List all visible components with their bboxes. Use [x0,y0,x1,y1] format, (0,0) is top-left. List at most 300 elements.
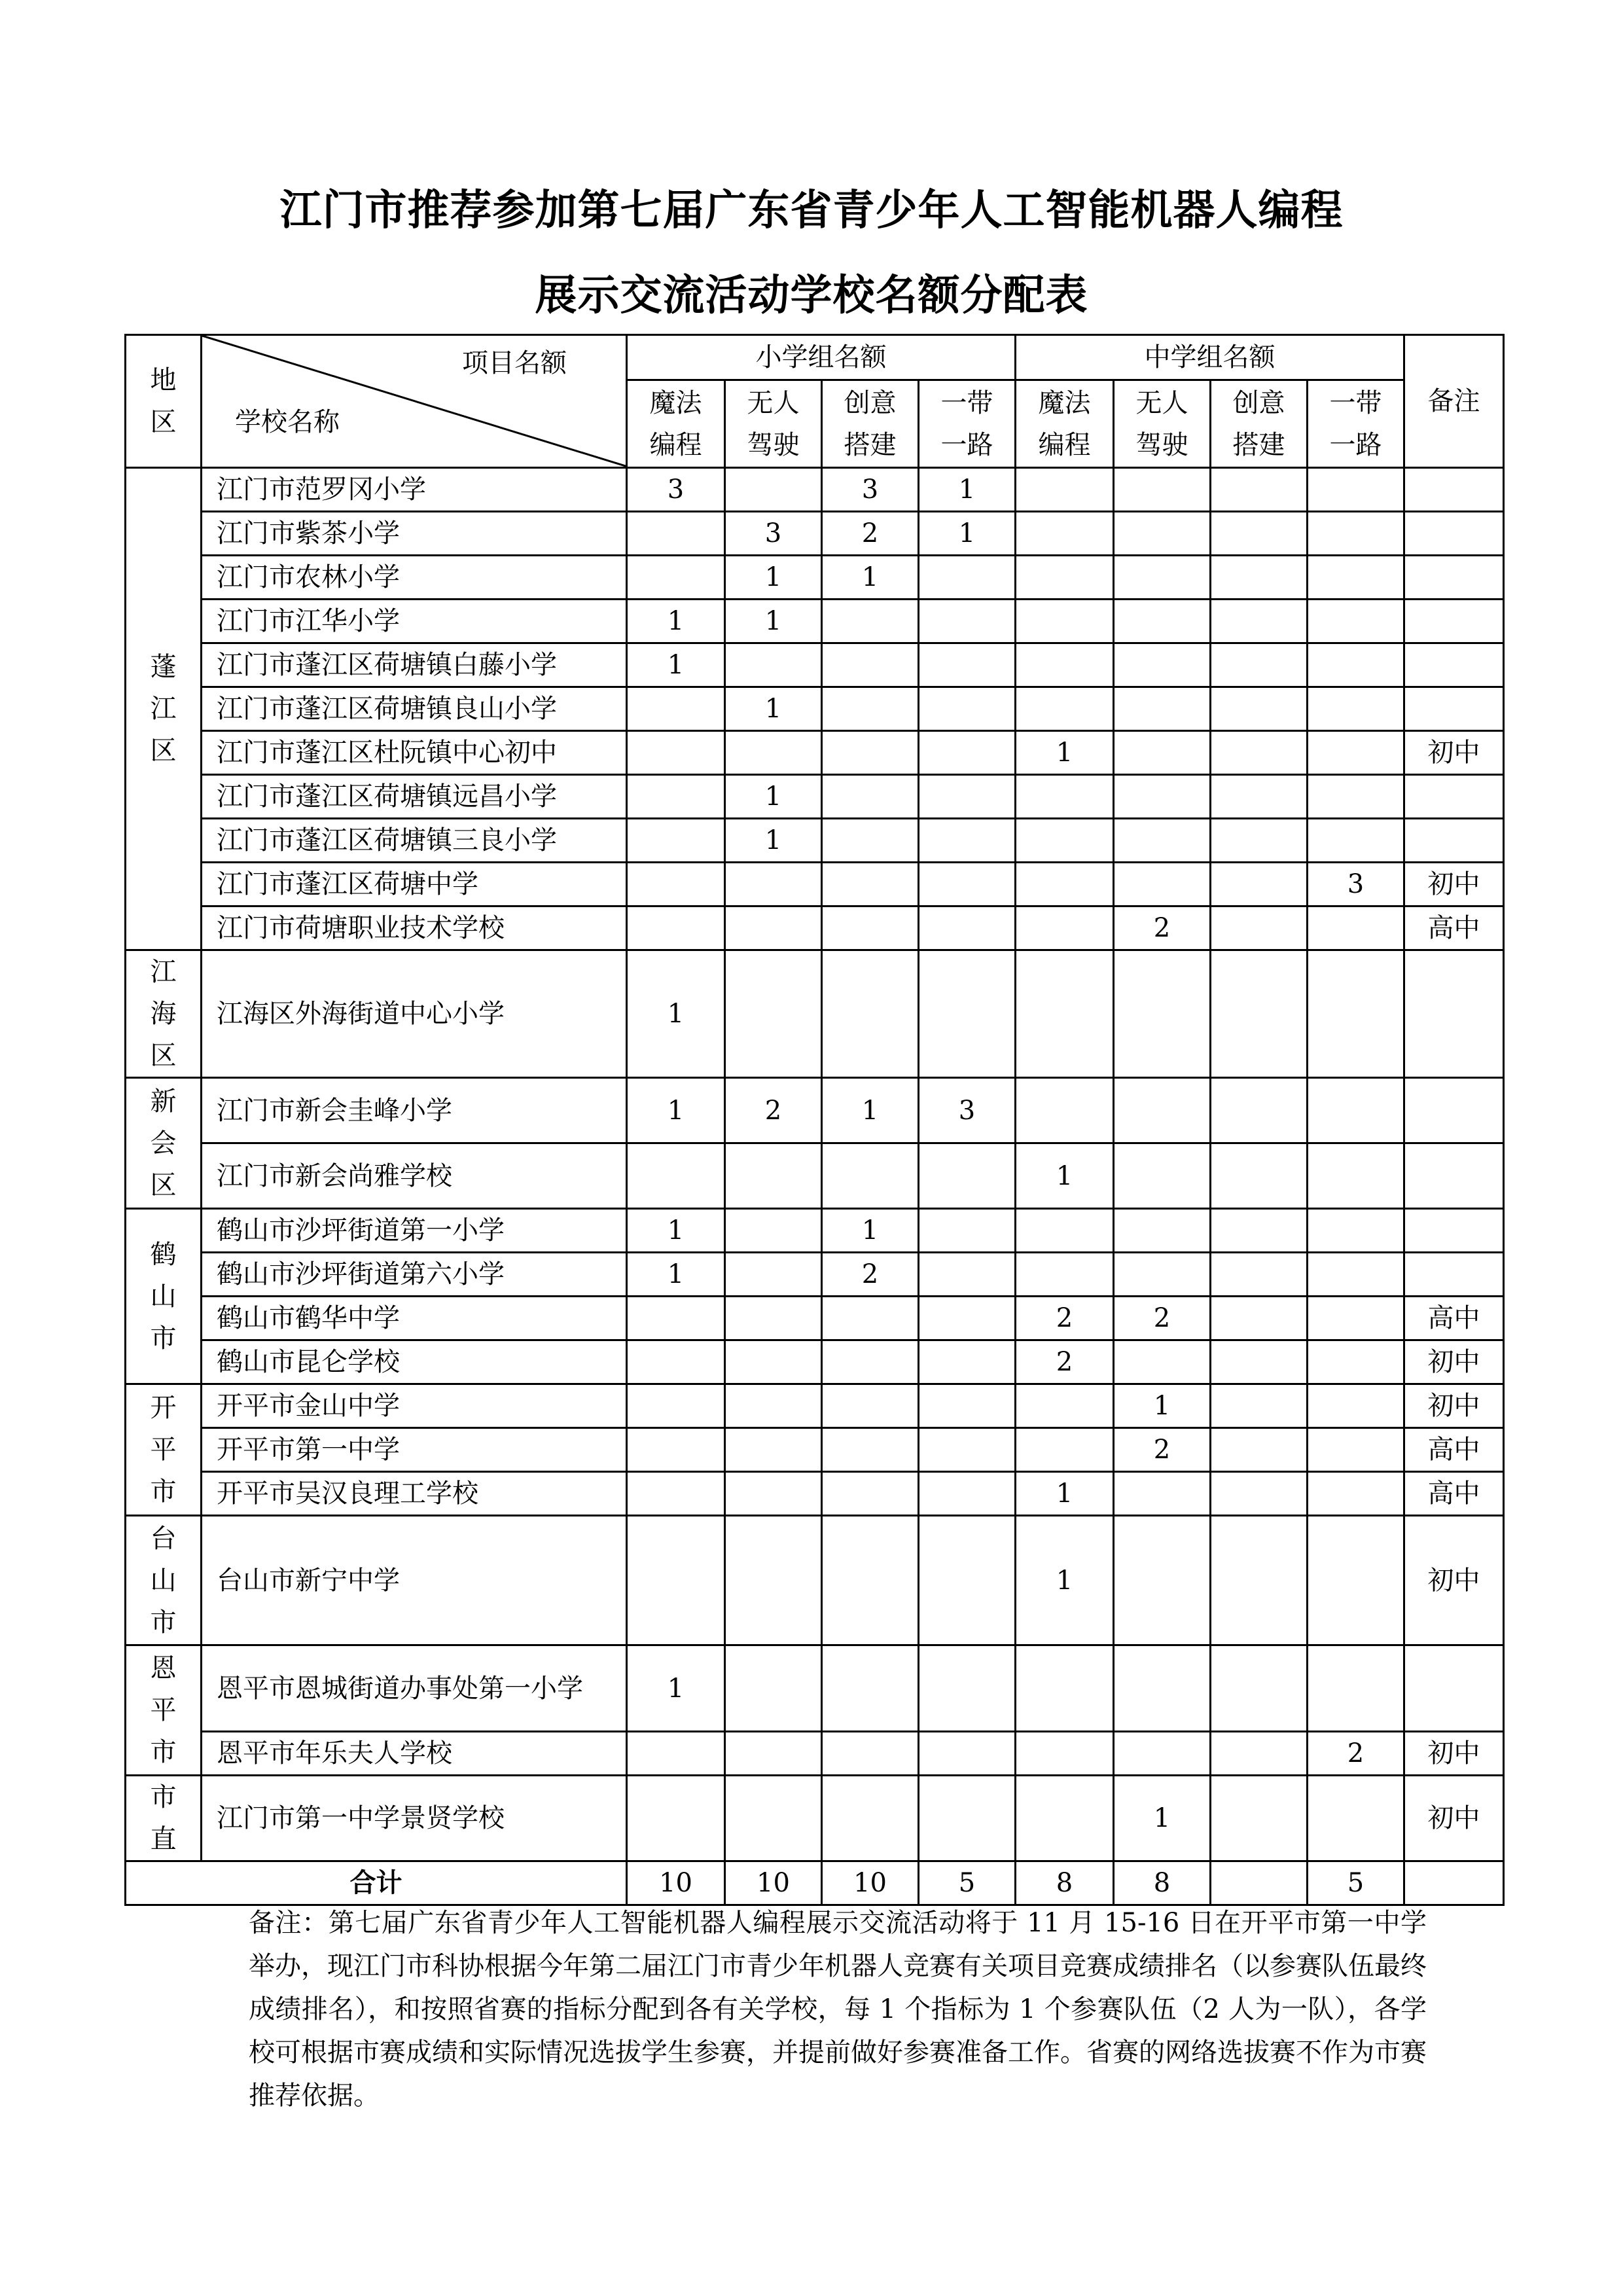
quota-cell [1308,1209,1404,1253]
quota-cell [627,906,725,950]
table-row [126,950,1504,1078]
quota-cell [1308,819,1404,863]
quota-cell [1016,906,1114,950]
quota-cell: 1 [627,1645,725,1732]
quota-cell: 1 [725,600,822,643]
quota-cell [725,1472,822,1516]
quota-cell [1114,556,1211,600]
table-row [126,819,1504,863]
column-header-1: 无人 驾驶 [725,380,822,468]
column-header-2: 创意 搭建 [822,380,919,468]
remark-cell: 初中 [1404,863,1504,906]
quota-cell [1211,1645,1308,1732]
quota-cell [822,775,919,819]
quota-cell [1211,512,1308,556]
quota-cell [725,1253,822,1297]
quota-cell [1016,950,1114,1078]
table-row [126,1253,1504,1297]
quota-cell [1308,643,1404,687]
remark-cell: 初中 [1404,1340,1504,1384]
school-name-cell: 鹤山市昆仑学校 [202,1340,627,1384]
quota-cell [1016,600,1114,643]
region-cell: 开 平 市 [126,1384,202,1516]
quota-cell [1114,468,1211,512]
table-row [126,863,1504,906]
remark-cell [1404,819,1504,863]
table-row [126,1732,1504,1776]
quota-cell [1308,1297,1404,1340]
quota-cell [919,731,1016,775]
quota-cell: 1 [725,687,822,731]
quota-cell: 1 [822,1078,919,1143]
region-cell: 台 山 市 [126,1516,202,1645]
table-row [126,1143,1504,1209]
quota-cell [919,1143,1016,1209]
quota-cell [822,1340,919,1384]
quota-cell [627,1776,725,1861]
quota-cell [1211,1209,1308,1253]
quota-cell [822,1645,919,1732]
remark-cell: 高中 [1404,1297,1504,1340]
quota-cell [919,1732,1016,1776]
quota-cell [1308,1776,1404,1861]
quota-cell [1308,1428,1404,1472]
total-cell: 10 [822,1861,919,1905]
quota-cell [919,1209,1016,1253]
total-cell: 10 [725,1861,822,1905]
footnote: 备注：第七届广东省青少年人工智能机器人编程展示交流活动将于 11 月 15-16 日在开平市第一中学举办，现江门市科协根据今年第二届江门市青少年机器人竞赛有关项目竞赛成绩排名（以参赛队伍最终成绩排名），和按照省赛的指标分配到各有关学校，每 1 个指标为 1 个参赛队伍（2 人为一队），各学校可根据市赛成绩和实际情况选拔学生参赛，并提前做好参赛准备工作。省赛的网络选拔赛不作为市赛推荐依据。 [249,1908,1427,2111]
quota-cell [822,687,919,731]
quota-cell [1308,731,1404,775]
remark-cell [1404,512,1504,556]
quota-cell: 3 [627,468,725,512]
quota-cell: 2 [1114,1297,1211,1340]
quota-cell [822,950,919,1078]
quota-cell [919,600,1016,643]
quota-cell [919,1645,1016,1732]
quota-cell [1016,1428,1114,1472]
quota-cell: 1 [1016,1472,1114,1516]
total-cell: 10 [627,1861,725,1905]
quota-cell [725,950,822,1078]
table-row [126,1297,1504,1340]
quota-cell [919,687,1016,731]
quota-cell [1114,1516,1211,1645]
quota-cell [1308,512,1404,556]
middle-group-header: 中学组名额 [1016,335,1404,380]
quota-cell [919,643,1016,687]
quota-cell [627,1340,725,1384]
quota-cell [1211,556,1308,600]
quota-cell [1114,600,1211,643]
quota-cell [1114,1078,1211,1143]
remark-cell [1404,468,1504,512]
total-remark-cell [1404,1861,1504,1905]
quota-cell [725,1143,822,1209]
quota-cell: 1 [1114,1776,1211,1861]
quota-cell [1016,1384,1114,1428]
quota-cell [1308,1384,1404,1428]
remark-cell [1404,1143,1504,1209]
quota-cell: 3 [919,1078,1016,1143]
quota-cell [822,906,919,950]
quota-cell [1308,950,1404,1078]
school-name-cell: 江门市新会尚雅学校 [202,1143,627,1209]
quota-cell: 2 [822,512,919,556]
quota-cell [725,1209,822,1253]
region-cell: 市 直 [126,1776,202,1861]
table-row [126,1340,1504,1384]
remark-cell: 高中 [1404,906,1504,950]
quota-cell [822,1732,919,1776]
total-cell: 5 [1308,1861,1404,1905]
quota-cell [627,775,725,819]
school-name-cell: 江门市蓬江区荷塘镇远昌小学 [202,775,627,819]
remark-cell [1404,1645,1504,1732]
table-row [126,731,1504,775]
table-row [126,512,1504,556]
quota-cell [919,775,1016,819]
quota-cell [627,687,725,731]
quota-cell: 2 [822,1253,919,1297]
quota-cell [725,1645,822,1732]
table-row [126,1078,1504,1143]
quota-cell [725,643,822,687]
quota-cell [1114,1253,1211,1297]
quota-cell [1016,556,1114,600]
quota-cell [1211,1340,1308,1384]
column-header-3: 一带 一路 [919,380,1016,468]
quota-cell [725,863,822,906]
quota-cell [1114,643,1211,687]
quota-cell: 1 [1016,1143,1114,1209]
primary-group-header: 小学组名额 [627,335,1016,380]
quota-cell: 1 [919,468,1016,512]
table-row [126,1209,1504,1253]
school-name-cell: 恩平市年乐夫人学校 [202,1732,627,1776]
quota-cell [822,731,919,775]
quota-cell [1308,600,1404,643]
quota-cell: 3 [1308,863,1404,906]
quota-cell [1211,600,1308,643]
table-row [126,1776,1504,1861]
quota-cell: 2 [1308,1732,1404,1776]
quota-cell [1211,1384,1308,1428]
school-name-cell: 开平市金山中学 [202,1384,627,1428]
quota-cell [1016,1645,1114,1732]
quota-cell [1211,1143,1308,1209]
quota-cell: 1 [1016,731,1114,775]
table-row [126,1428,1504,1472]
remark-cell: 初中 [1404,1776,1504,1861]
quota-cell: 1 [1016,1516,1114,1645]
quota-cell [627,1732,725,1776]
quota-cell [1308,1645,1404,1732]
quota-cell [725,1732,822,1776]
quota-cell [725,906,822,950]
quota-cell [627,1384,725,1428]
quota-cell [627,1143,725,1209]
table-row [126,1384,1504,1428]
quota-cell [1114,512,1211,556]
quota-cell [725,1428,822,1472]
quota-cell [1016,1209,1114,1253]
school-name-cell: 鹤山市沙坪街道第六小学 [202,1253,627,1297]
quota-cell [627,1516,725,1645]
quota-cell [1308,1253,1404,1297]
table-row [126,906,1504,950]
quota-cell: 1 [725,556,822,600]
school-name-cell: 江门市紫茶小学 [202,512,627,556]
school-name-cell: 江门市江华小学 [202,600,627,643]
quota-cell [1114,775,1211,819]
school-name-cell: 江门市荷塘职业技术学校 [202,906,627,950]
quota-cell [822,1297,919,1340]
remark-cell: 初中 [1404,731,1504,775]
quota-cell [1308,775,1404,819]
quota-cell [1016,819,1114,863]
remark-cell [1404,600,1504,643]
quota-cell [1114,1732,1211,1776]
quota-cell [1211,775,1308,819]
quota-cell [822,1143,919,1209]
quota-cell [822,1516,919,1645]
school-name-cell: 鹤山市鹤华中学 [202,1297,627,1340]
table-row [126,468,1504,512]
quota-cell [919,1297,1016,1340]
table-row [126,600,1504,643]
quota-cell [1016,643,1114,687]
table-row [126,643,1504,687]
quota-cell: 1 [627,643,725,687]
quota-cell [1114,1645,1211,1732]
quota-cell [1308,1143,1404,1209]
column-header-4: 魔法 编程 [1016,380,1114,468]
quota-cell [725,468,822,512]
total-cell [1211,1861,1308,1905]
quota-cell [1211,687,1308,731]
quota-cell [1016,1078,1114,1143]
school-name-cell: 江门市新会圭峰小学 [202,1078,627,1143]
quota-cell: 1 [627,1253,725,1297]
quota-cell [919,1340,1016,1384]
quota-cell [1308,1078,1404,1143]
quota-cell [1211,1516,1308,1645]
quota-cell [725,731,822,775]
quota-cell [919,1428,1016,1472]
quota-cell [919,1384,1016,1428]
quota-cell [1308,468,1404,512]
quota-cell: 2 [1114,906,1211,950]
quota-cell: 3 [725,512,822,556]
table-row [126,556,1504,600]
quota-cell [1114,1472,1211,1516]
quota-cell: 3 [822,468,919,512]
remark-cell [1404,687,1504,731]
quota-cell [1016,1253,1114,1297]
quota-cell [1308,1340,1404,1384]
quota-cell [627,731,725,775]
quota-cell: 2 [725,1078,822,1143]
quota-cell [1114,950,1211,1078]
quota-cell [822,1472,919,1516]
quota-cell [1211,643,1308,687]
remark-cell [1404,775,1504,819]
column-header-0: 魔法 编程 [627,380,725,468]
quota-cell: 2 [1016,1297,1114,1340]
quota-cell [725,1384,822,1428]
quota-cell [627,512,725,556]
region-cell: 蓬 江 区 [126,468,202,950]
quota-cell [1211,1297,1308,1340]
table-row [126,1645,1504,1732]
quota-cell [1211,731,1308,775]
school-name-cell: 江门市第一中学景贤学校 [202,1776,627,1861]
quota-cell [1211,863,1308,906]
region-cell: 鹤 山 市 [126,1209,202,1384]
quota-cell [822,819,919,863]
total-cell: 8 [1114,1861,1211,1905]
quota-cell [822,1428,919,1472]
quota-cell [1308,1472,1404,1516]
remark-cell [1404,556,1504,600]
quota-cell [1114,731,1211,775]
remark-cell [1404,950,1504,1078]
quota-cell: 1 [822,556,919,600]
quota-cell [1211,819,1308,863]
quota-cell [725,1516,822,1645]
quota-cell [1308,687,1404,731]
quota-cell [1308,906,1404,950]
remark-cell [1404,1209,1504,1253]
quota-cell: 1 [627,950,725,1078]
diagonal-header [202,335,627,468]
remark-cell [1404,1078,1504,1143]
column-header-5: 无人 驾驶 [1114,380,1211,468]
school-name-cell: 开平市第一中学 [202,1428,627,1472]
quota-cell [822,863,919,906]
total-label: 合计 [126,1861,627,1905]
quota-table [124,334,1505,1906]
quota-cell [919,950,1016,1078]
quota-cell [1211,1776,1308,1861]
school-name-cell: 江门市蓬江区荷塘镇良山小学 [202,687,627,731]
table-row [126,687,1504,731]
quota-cell [627,863,725,906]
quota-cell: 1 [725,775,822,819]
remark-cell [1404,643,1504,687]
quota-cell [627,819,725,863]
school-name-cell: 开平市吴汉良理工学校 [202,1472,627,1516]
remark-header: 备注 [1404,335,1504,468]
remark-cell [1404,1253,1504,1297]
page-title-line2: 展示交流活动学校名额分配表 [535,272,1088,320]
quota-cell [919,863,1016,906]
remark-cell: 初中 [1404,1732,1504,1776]
quota-cell [1016,1776,1114,1861]
remark-cell: 高中 [1404,1472,1504,1516]
quota-cell: 1 [627,1078,725,1143]
column-header-7: 一带 一路 [1308,380,1404,468]
quota-cell [1211,1253,1308,1297]
region-header: 地 区 [126,335,202,468]
school-name-cell: 江门市蓬江区荷塘镇白藤小学 [202,643,627,687]
quota-cell [919,906,1016,950]
quota-cell [725,1776,822,1861]
remark-cell: 高中 [1404,1428,1504,1472]
quota-cell [627,1428,725,1472]
quota-cell: 1 [822,1209,919,1253]
quota-cell [627,1297,725,1340]
quota-cell: 1 [627,1209,725,1253]
region-cell: 恩 平 市 [126,1645,202,1776]
quota-cell [1211,468,1308,512]
remark-cell: 初中 [1404,1516,1504,1645]
quota-cell: 1 [1114,1384,1211,1428]
quota-cell [919,819,1016,863]
remark-cell: 初中 [1404,1384,1504,1428]
quota-cell [1211,950,1308,1078]
school-name-cell: 江门市农林小学 [202,556,627,600]
quota-cell [1114,1143,1211,1209]
quota-cell [1016,863,1114,906]
total-row [126,1861,1504,1905]
quota-cell [919,556,1016,600]
quota-cell [1016,468,1114,512]
school-name-cell: 江门市蓬江区杜阮镇中心初中 [202,731,627,775]
quota-cell [1016,775,1114,819]
quota-cell [1114,819,1211,863]
quota-cell [1211,1472,1308,1516]
school-name-cell: 江海区外海街道中心小学 [202,950,627,1078]
quota-cell [1211,906,1308,950]
quota-cell [919,1776,1016,1861]
column-header-6: 创意 搭建 [1211,380,1308,468]
quota-cell: 1 [919,512,1016,556]
quota-cell [627,1472,725,1516]
quota-cell [1114,1209,1211,1253]
quota-cell [725,1340,822,1384]
school-name-cell: 恩平市恩城街道办事处第一小学 [202,1645,627,1732]
quota-cell [1114,1340,1211,1384]
quota-cell [1211,1078,1308,1143]
region-cell: 新 会 区 [126,1078,202,1209]
total-cell: 5 [919,1861,1016,1905]
quota-cell [1016,512,1114,556]
school-name-cell: 江门市范罗冈小学 [202,468,627,512]
quota-cell: 2 [1016,1340,1114,1384]
table-row [126,1516,1504,1645]
quota-cell [1211,1428,1308,1472]
quota-cell [1308,556,1404,600]
quota-cell [725,1297,822,1340]
quota-cell: 1 [627,600,725,643]
quota-cell [627,556,725,600]
quota-cell [822,643,919,687]
quota-cell [919,1472,1016,1516]
quota-cell [919,1516,1016,1645]
quota-cell [822,1384,919,1428]
school-header: 学校名称 [235,407,340,437]
school-name-cell: 台山市新宁中学 [202,1516,627,1645]
quota-cell: 2 [1114,1428,1211,1472]
project-header: 项目名额 [462,348,567,378]
quota-cell [1114,687,1211,731]
quota-cell [1016,1732,1114,1776]
table-row [126,1472,1504,1516]
quota-cell [1114,863,1211,906]
quota-cell [822,600,919,643]
